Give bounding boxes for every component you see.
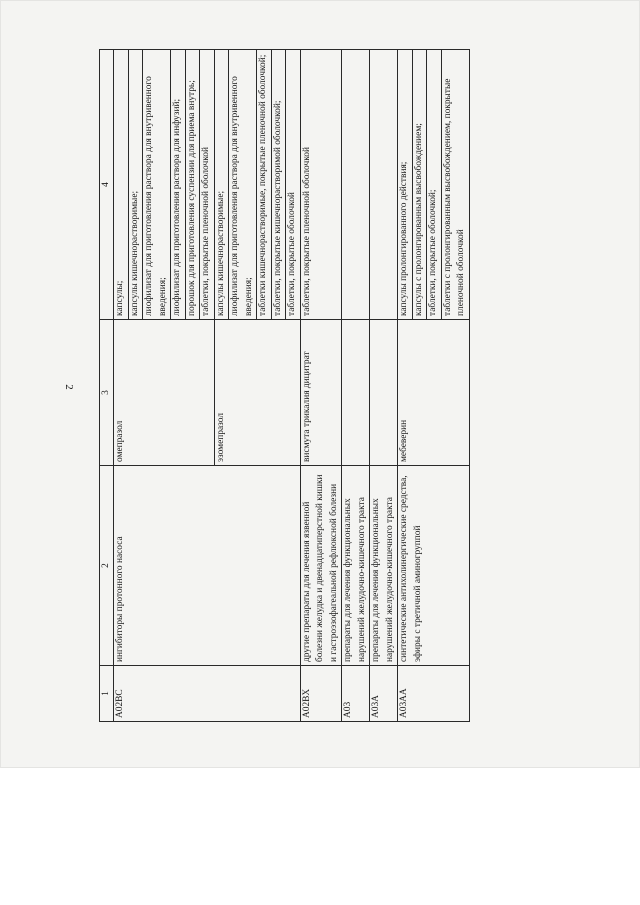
- substance-name: [370, 320, 398, 466]
- dosage-form: таблетки, покрытые пленочной оболочкой: [300, 50, 342, 320]
- substance-name: висмута трикалия дицитрат: [300, 320, 342, 466]
- rotated-table-container: [99, 50, 587, 722]
- dosage-form: [342, 50, 370, 320]
- dosage-form: капсулы кишечнорастворимые;: [128, 50, 143, 320]
- atc-code: A02BC: [114, 666, 301, 722]
- dosage-form: лиофилизат для приготовления раствора для внутривенного введения;: [229, 50, 257, 320]
- dosage-form: таблетки с пролонгированным высвобождением, покрытые пленочной оболочкой: [441, 50, 469, 320]
- group-name: препараты для лечения функциональных нарушений желудочно-кишечного тракта: [342, 466, 370, 666]
- dosage-form: капсулы кишечнорастворимые;: [214, 50, 229, 320]
- dosage-form: лиофилизат для приготовления раствора для внутривенного введения;: [143, 50, 171, 320]
- dosage-form: капсулы пролонгированного действия;: [398, 50, 413, 320]
- dosage-form: таблетки, покрытые кишечнорастворимой оболочкой;: [271, 50, 286, 320]
- substance-name: [342, 320, 370, 466]
- table-row: [342, 50, 370, 722]
- table-row: [398, 50, 413, 722]
- dosage-form: таблетки, покрытые пленочной оболочкой: [200, 50, 215, 320]
- substance-name: мебеверин: [398, 320, 470, 466]
- medicines-table: [99, 49, 470, 722]
- atc-code: A03AA: [398, 666, 470, 722]
- substance-name: эзомепразол: [214, 320, 300, 466]
- header-col-2: 2: [100, 466, 114, 666]
- substance-name: омепразол: [114, 320, 215, 466]
- group-name: ингибиторы протонного насоса: [114, 466, 301, 666]
- table-header-row: [100, 50, 114, 722]
- dosage-form: таблетки кишечнорастворимые, покрытые пленочной оболочкой;: [257, 50, 272, 320]
- table-row: [114, 50, 129, 722]
- atc-code: A02BX: [300, 666, 342, 722]
- dosage-form: капсулы с пролонгированным высвобождением;: [412, 50, 427, 320]
- dosage-form: [370, 50, 398, 320]
- dosage-form: порошок для приготовления суспензии для приема внутрь;: [185, 50, 200, 320]
- group-name: препараты для лечения функциональных нарушений желудочно-кишечного тракта: [370, 466, 398, 666]
- header-col-3: 3: [100, 320, 114, 466]
- dosage-form: капсулы;: [114, 50, 129, 320]
- group-name: другие препараты для лечения язвенной болезни желудка и двенадцатиперстной кишки и гастроэзофагеальной рефлюксной болезни: [300, 466, 342, 666]
- header-col-1: 1: [100, 666, 114, 722]
- atc-code: A03: [342, 666, 370, 722]
- header-col-4: 4: [100, 50, 114, 320]
- atc-code: A03A: [370, 666, 398, 722]
- dosage-form: таблетки, покрытые оболочкой;: [427, 50, 442, 320]
- page-number: 2: [63, 384, 75, 390]
- group-name: синтетические антихолинергические средства, эфиры с третичной аминогруппой: [398, 466, 470, 666]
- dosage-form: таблетки, покрытые оболочкой: [286, 50, 301, 320]
- table-row: [300, 50, 342, 722]
- table-row: [370, 50, 398, 722]
- dosage-form: лиофилизат для приготовления раствора для инфузий;: [171, 50, 186, 320]
